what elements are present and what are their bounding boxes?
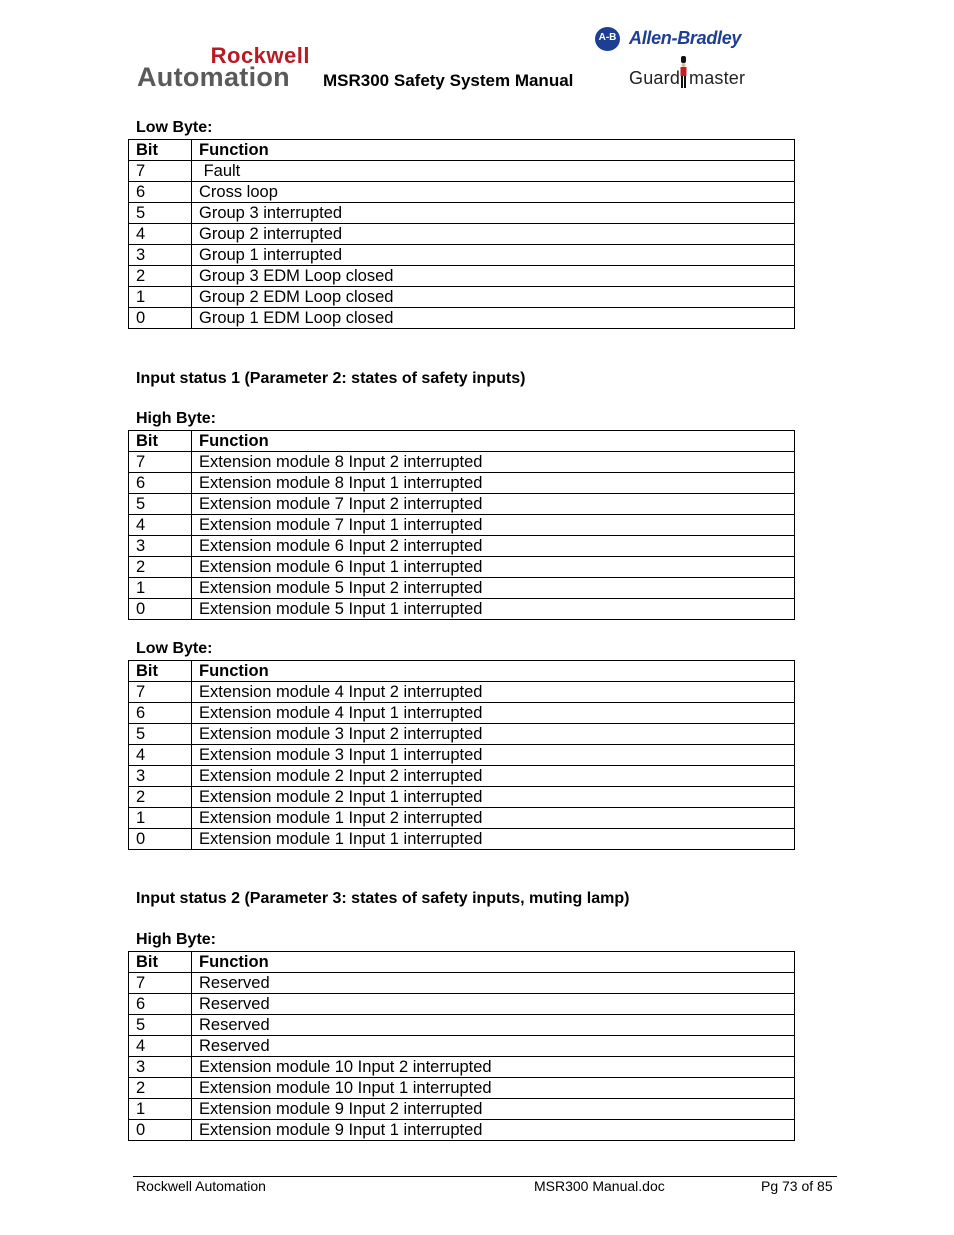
bit-cell: 7 <box>129 973 192 994</box>
table-row <box>129 1036 795 1057</box>
page-header <box>0 0 954 110</box>
document-title: MSR300 Safety System Manual <box>323 71 574 90</box>
function-cell: Extension module 6 Input 1 interrupted <box>192 557 795 578</box>
rockwell-logo-line1: Rockwell <box>210 43 310 68</box>
bit-cell: 4 <box>129 515 192 536</box>
guardmaster-logo <box>629 56 749 90</box>
function-cell: Extension module 1 Input 1 interrupted <box>192 829 795 850</box>
function-cell: Fault <box>192 161 795 182</box>
footer-company: Rockwell Automation <box>136 1178 266 1194</box>
bit-cell: 1 <box>129 578 192 599</box>
function-cell: Extension module 9 Input 2 interrupted <box>192 1099 795 1120</box>
function-cell: Reserved <box>192 1036 795 1057</box>
header-function: Function <box>192 431 795 452</box>
footer-divider <box>133 1176 837 1177</box>
header-function: Function <box>192 661 795 682</box>
table-header-row <box>129 140 795 161</box>
bit-cell: 0 <box>129 308 192 329</box>
table-row <box>129 1015 795 1036</box>
bit-cell: 3 <box>129 766 192 787</box>
guardmaster-left: Guard <box>629 68 681 88</box>
function-cell: Reserved <box>192 994 795 1015</box>
section-3-label: Low Byte: <box>136 640 213 657</box>
function-cell: Extension module 4 Input 2 interrupted <box>192 682 795 703</box>
table-row <box>129 182 795 203</box>
ab-oval-icon: A-B <box>595 27 620 51</box>
function-cell: Extension module 5 Input 2 interrupted <box>192 578 795 599</box>
function-cell: Cross loop <box>192 182 795 203</box>
table-row <box>129 161 795 182</box>
bit-cell: 6 <box>129 473 192 494</box>
table-row <box>129 1120 795 1141</box>
table-header-row <box>129 431 795 452</box>
bit-cell: 5 <box>129 724 192 745</box>
function-cell: Group 2 interrupted <box>192 224 795 245</box>
table-row <box>129 224 795 245</box>
bit-cell: 7 <box>129 682 192 703</box>
table-row <box>129 766 795 787</box>
function-cell: Extension module 10 Input 1 interrupted <box>192 1078 795 1099</box>
function-cell: Extension module 10 Input 2 interrupted <box>192 1057 795 1078</box>
bit-cell: 5 <box>129 1015 192 1036</box>
function-cell: Extension module 2 Input 1 interrupted <box>192 787 795 808</box>
guardmaster-right: master <box>689 68 746 88</box>
bit-cell: 1 <box>129 1099 192 1120</box>
bit-cell: 4 <box>129 224 192 245</box>
guardsman-icon <box>679 56 688 88</box>
table-row <box>129 203 795 224</box>
section-title-input-status-2: Input status 2 (Parameter 3: states of safety inputs, muting lamp) <box>136 890 630 907</box>
table-row <box>129 808 795 829</box>
function-cell: Extension module 5 Input 1 interrupted <box>192 599 795 620</box>
function-cell: Extension module 9 Input 1 interrupted <box>192 1120 795 1141</box>
function-cell: Extension module 3 Input 2 interrupted <box>192 724 795 745</box>
table-header-row <box>129 952 795 973</box>
function-cell: Group 3 interrupted <box>192 203 795 224</box>
table-row <box>129 494 795 515</box>
bit-table-4 <box>128 951 795 1141</box>
bit-cell: 4 <box>129 745 192 766</box>
table-row <box>129 515 795 536</box>
header-bit: Bit <box>129 140 192 161</box>
header-function: Function <box>192 140 795 161</box>
bit-cell: 7 <box>129 161 192 182</box>
function-cell: Group 1 interrupted <box>192 245 795 266</box>
table-row <box>129 1099 795 1120</box>
header-bit: Bit <box>129 431 192 452</box>
function-cell: Extension module 3 Input 1 interrupted <box>192 745 795 766</box>
table-row <box>129 578 795 599</box>
table-row <box>129 787 795 808</box>
header-function: Function <box>192 952 795 973</box>
function-cell: Extension module 1 Input 2 interrupted <box>192 808 795 829</box>
function-cell: Group 1 EDM Loop closed <box>192 308 795 329</box>
bit-cell: 0 <box>129 599 192 620</box>
bit-table-3 <box>128 660 795 850</box>
table-row <box>129 703 795 724</box>
bit-cell: 3 <box>129 536 192 557</box>
table-row <box>129 829 795 850</box>
table-row <box>129 536 795 557</box>
bit-table-1 <box>128 139 795 329</box>
bit-cell: 3 <box>129 1057 192 1078</box>
table-row <box>129 266 795 287</box>
bit-cell: 6 <box>129 703 192 724</box>
table-row <box>129 599 795 620</box>
function-cell: Reserved <box>192 973 795 994</box>
footer-filename: MSR300 Manual.doc <box>534 1178 665 1194</box>
footer-page-number: Pg 73 of 85 <box>761 1178 833 1194</box>
bit-cell: 1 <box>129 808 192 829</box>
table-row <box>129 245 795 266</box>
function-cell: Extension module 2 Input 2 interrupted <box>192 766 795 787</box>
function-cell: Group 3 EDM Loop closed <box>192 266 795 287</box>
header-bit: Bit <box>129 952 192 973</box>
bit-cell: 4 <box>129 1036 192 1057</box>
bit-cell: 5 <box>129 203 192 224</box>
table-row <box>129 452 795 473</box>
table-row <box>129 308 795 329</box>
bit-cell: 6 <box>129 182 192 203</box>
bit-cell: 5 <box>129 494 192 515</box>
table-row <box>129 1057 795 1078</box>
header-bit: Bit <box>129 661 192 682</box>
function-cell: Extension module 7 Input 1 interrupted <box>192 515 795 536</box>
bit-cell: 6 <box>129 994 192 1015</box>
function-cell: Reserved <box>192 1015 795 1036</box>
rockwell-logo-line2: Automation <box>137 62 290 92</box>
function-cell: Extension module 8 Input 1 interrupted <box>192 473 795 494</box>
table-row <box>129 973 795 994</box>
bit-cell: 3 <box>129 245 192 266</box>
table-row <box>129 724 795 745</box>
allen-bradley-wordmark: Allen-Bradley <box>629 28 742 48</box>
bit-cell: 0 <box>129 1120 192 1141</box>
section-2-label: High Byte: <box>136 410 216 427</box>
section-title-input-status-1: Input status 1 (Parameter 2: states of safety inputs) <box>136 370 526 387</box>
table-row <box>129 557 795 578</box>
bit-cell: 0 <box>129 829 192 850</box>
table-row <box>129 745 795 766</box>
section-4-label: High Byte: <box>136 931 216 948</box>
table-row <box>129 682 795 703</box>
bit-cell: 2 <box>129 787 192 808</box>
function-cell: Extension module 8 Input 2 interrupted <box>192 452 795 473</box>
bit-cell: 1 <box>129 287 192 308</box>
bit-cell: 2 <box>129 1078 192 1099</box>
table-header-row <box>129 661 795 682</box>
rockwell-automation-logo <box>137 44 313 92</box>
function-cell: Extension module 4 Input 1 interrupted <box>192 703 795 724</box>
table-row <box>129 994 795 1015</box>
table-row <box>129 1078 795 1099</box>
bit-cell: 2 <box>129 557 192 578</box>
function-cell: Extension module 7 Input 2 interrupted <box>192 494 795 515</box>
allen-bradley-logo <box>595 27 745 53</box>
function-cell: Extension module 6 Input 2 interrupted <box>192 536 795 557</box>
table-row <box>129 473 795 494</box>
function-cell: Group 2 EDM Loop closed <box>192 287 795 308</box>
bit-cell: 7 <box>129 452 192 473</box>
table-row <box>129 287 795 308</box>
section-1-label: Low Byte: <box>136 119 213 136</box>
bit-cell: 2 <box>129 266 192 287</box>
bit-table-2 <box>128 430 795 620</box>
